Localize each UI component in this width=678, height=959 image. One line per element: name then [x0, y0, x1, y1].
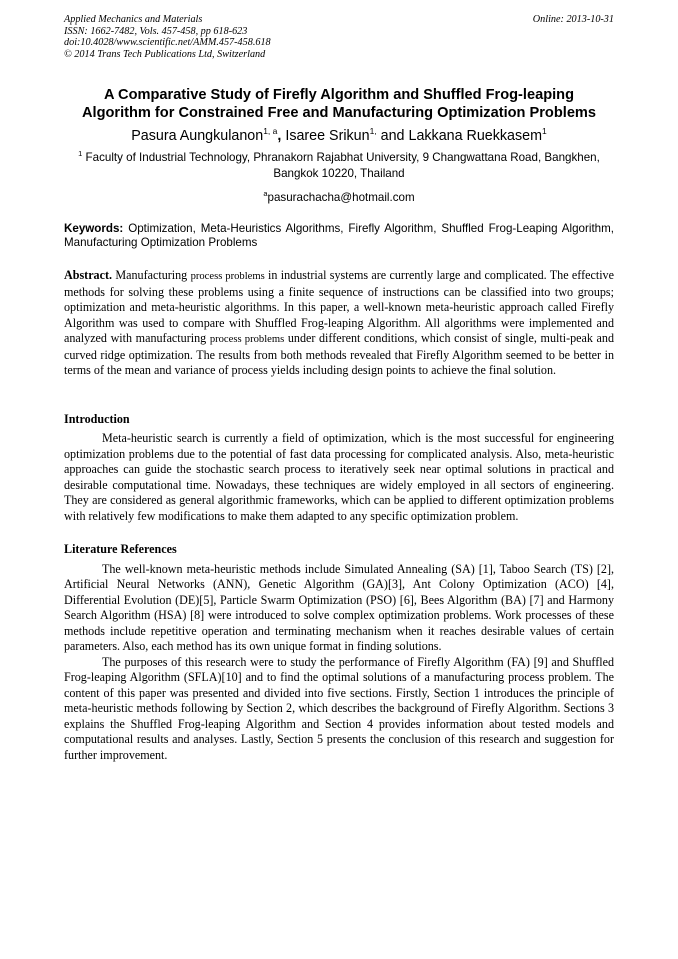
affiliation	[64, 150, 614, 182]
author-affiliation-mark: 1, a	[263, 126, 278, 137]
author-conjunction: and	[380, 128, 405, 145]
abstract	[64, 268, 614, 379]
author-name: Isaree Srikun	[285, 128, 370, 145]
abstract-text: in industrial systems are currently large and complicated. The effective methods for solving these problems using a finite sequence of instructions can be classified into two groups; optimization and meta-heuristic algorithms. In this paper, a well-known meta-heuristic approach called Firefly Algorithm was used to compare with Shuffled Frog-leaping Algorithm. All algorithms were implemented and analyzed with manufacturing	[64, 268, 614, 346]
abstract-text: process problems	[190, 271, 265, 283]
section-heading-introduction: Introduction	[64, 411, 130, 426]
keywords-label: Keywords:	[64, 222, 124, 236]
copyright-line: © 2014 Trans Tech Publications Ltd, Switzerland	[64, 48, 266, 60]
literature-paragraph: The well-known meta-heuristic methods include Simulated Annealing (SA) [1], Taboo Search (TS) [2], Artificial Neural Networks (ANN), Genetic Algorithm (GA)[3], Ant Colony Optimization (ACO) [4], Differential Evolution (DE)[5], Particle Swarm Optimization (PSO) [6], Bees Algorithm (BA) [7] and Harmony Search Algorithm (HSA) [8] were introduced to solve complex optimization problems. Work processes of these methods include repetitive operation and terminating mechanism when it reaches desirable values of certain parameters. Also, each method has its own unique format in finding solutions.	[64, 561, 614, 654]
online-date: Online: 2013-10-31	[532, 14, 614, 25]
affiliation-text: Faculty of Industrial Technology, Phranakorn Rajabhat University, 9 Changwattana Road, Bangkhen, Bangkok 10220, Thailand	[85, 151, 600, 181]
paper-title: A Comparative Study of Firefly Algorithm and Shuffled Frog-leaping Algorithm for Constrained Free and Manufacturing Optimization Problems	[81, 87, 597, 122]
author-list: Pasura Aungkulanon$^{1, a}$, Isaree Srikun$^{1,}$ and Lakkana Ruekkasem$^1$	[131, 126, 547, 145]
journal-header	[64, 14, 614, 60]
paper-page	[64, 14, 614, 763]
doi-line: doi:10.4028/www.scientific.net/AMM.457-458.618	[64, 37, 271, 49]
section-heading-literature: Literature References	[64, 542, 177, 557]
abstract-label: Abstract.	[64, 268, 113, 283]
author-affiliation-mark: 1,	[369, 126, 377, 137]
email-mark: a	[263, 189, 268, 199]
journal-name: Applied Mechanics and Materials	[64, 14, 203, 25]
author-name: Pasura Aungkulanon	[131, 128, 264, 145]
abstract-text: Manufacturing	[115, 268, 188, 283]
author-affiliation-mark: 1	[542, 126, 547, 137]
author-email	[64, 190, 614, 206]
keywords	[64, 222, 614, 249]
literature-paragraph: The purposes of this research were to study the performance of Firefly Algorithm (FA) [9] and Shuffled Frog-leaping Algorithm (SFLA)[10] and to find the optimal solutions of a manufacturing process problem. The content of this paper was presented and divided into five sections. Firstly, Section 1 introduces the principle of meta-heuristic methods following by Section 2, which describes the background of Firefly Algorithm. Sections 3 explains the Shuffled Frog-leaping Algorithm and Section 4 provides information about tested models and computational results and analyses. Lastly, Section 5 presents the conclusion of this research and suggestion for further improvement.	[64, 654, 614, 762]
abstract-text: under different conditions, which consist of single, multi-peak and curved ridge optimization. The results from both methods revealed that Firefly Algorithm seemed to be better in terms of the mean and variance of process yields including design points to achieve the final solution.	[64, 331, 614, 378]
abstract-text: process problems	[209, 334, 285, 346]
issn-line: ISSN: 1662-7482, Vols. 457-458, pp 618-623	[64, 25, 248, 37]
keywords-text: Optimization, Meta-Heuristics Algorithms, Firefly Algorithm, Shuffled Frog-Leaping Algorithm, Manufacturing Optimization Problems	[64, 222, 614, 249]
introduction-paragraph: Meta-heuristic search is currently a field of optimization, which is the most successful for engineering optimization problems due to the potential of fast data processing for complicated analysis. Also, meta-heuristic approaches can guide the stochastic search process to iteratively seek near optimal solutions in practical and desirable computational time. Nowadays, these techniques are widely employed in all sectors of engineering. They are considered as general algorithmic frameworks, which can be applied to different optimization problems with relatively few modifications to make them adapted to any specific optimization problem.	[64, 431, 614, 523]
email-address: pasurachacha@hotmail.com	[267, 191, 415, 205]
author-name: Lakkana Ruekkasem	[408, 128, 543, 145]
affiliation-mark: 1	[78, 149, 83, 159]
